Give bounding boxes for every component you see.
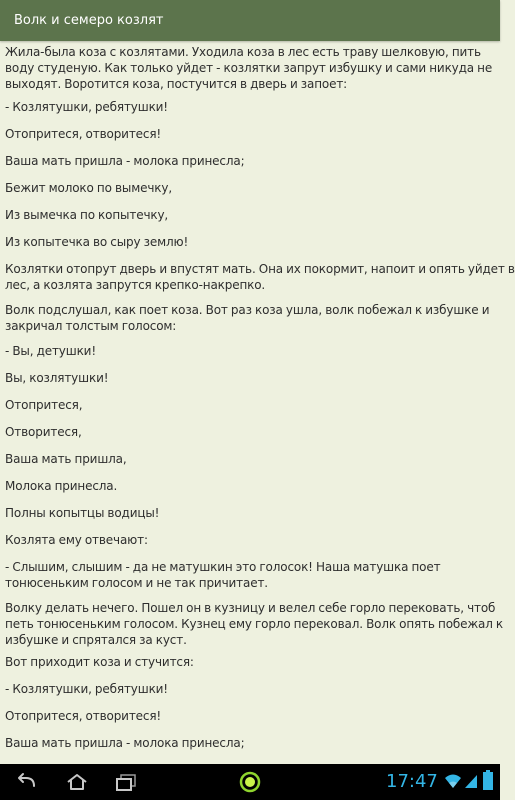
story-line: Козлятки отопрут дверь и впустят мать. Она их покормит, напоит и опять уйдет в bbox=[5, 262, 515, 276]
home-icon[interactable] bbox=[64, 772, 90, 792]
signal-icon bbox=[464, 773, 478, 793]
story-line: - Козлятушки, ребятушки! bbox=[5, 100, 168, 114]
story-line: Волку делать нечего. Пошел он в кузницу и велел себе горло перековать, чтоб bbox=[5, 601, 496, 615]
story-paragraph bbox=[5, 302, 497, 334]
story-line: - Вы, детушки! bbox=[5, 344, 96, 358]
story-paragraph bbox=[5, 600, 504, 648]
story-line: - Слышим, слышим - да не матушкин это голосок! Наша матушка поет bbox=[5, 560, 441, 574]
story-paragraph bbox=[5, 532, 497, 548]
app-notification-icon[interactable] bbox=[239, 771, 261, 797]
story-line: Ваша мать пришла, bbox=[5, 452, 127, 466]
story-line: закричал толстым голосом: bbox=[5, 319, 177, 333]
story-line: избушке и спрятался за куст. bbox=[5, 633, 187, 647]
story-line: Из копытечка во сыру землю! bbox=[5, 235, 189, 249]
story-line: воду студеную. Как только уйдет - козлятки запрут избушку и сами никуда не bbox=[5, 61, 493, 75]
story-paragraph bbox=[5, 343, 497, 359]
story-line: Полны копытцы водицы! bbox=[5, 506, 160, 520]
story-line: Отопритеся, отворитеся! bbox=[5, 709, 162, 723]
story-line: - Козлятушки, ребятушки! bbox=[5, 682, 168, 696]
wifi-icon bbox=[444, 773, 462, 793]
story-line: Отопритеся, bbox=[5, 398, 83, 412]
story-line: Волк подслушал, как поет коза. Вот раз коза ушла, волк побежал к избушке и bbox=[5, 303, 490, 317]
story-paragraph bbox=[5, 478, 497, 494]
action-bar bbox=[0, 0, 500, 41]
story-paragraph bbox=[5, 397, 497, 413]
story-paragraph bbox=[5, 234, 497, 250]
story-paragraph bbox=[5, 207, 497, 223]
story-paragraph bbox=[5, 126, 497, 142]
story-paragraph bbox=[5, 370, 497, 386]
story-line: Молока принесла. bbox=[5, 479, 118, 493]
story-paragraph bbox=[5, 261, 515, 293]
story-paragraph bbox=[5, 708, 497, 724]
story-line: Ваша мать пришла - молока принесла; bbox=[5, 736, 245, 750]
story-paragraph bbox=[5, 153, 497, 169]
story-line: Ваша мать пришла - молока принесла; bbox=[5, 154, 245, 168]
story-text-view[interactable] bbox=[0, 41, 515, 764]
clock-text: 17:47 bbox=[386, 771, 438, 792]
system-navigation-bar bbox=[0, 764, 500, 800]
battery-icon bbox=[483, 770, 493, 794]
story-paragraph bbox=[5, 180, 497, 196]
story-paragraph bbox=[5, 99, 497, 115]
recent-apps-icon[interactable] bbox=[113, 772, 139, 792]
story-paragraph bbox=[5, 451, 497, 467]
story-paragraph bbox=[5, 654, 497, 670]
story-line: тонюсеньким голосом и не так причитает. bbox=[5, 576, 268, 590]
story-line: выходят. Воротится коза, постучится в дверь и запоет: bbox=[5, 77, 348, 91]
story-line: Отопритеся, отворитеся! bbox=[5, 127, 162, 141]
story-line: Вы, козлятушки! bbox=[5, 371, 109, 385]
story-line: Бежит молоко по вымечку, bbox=[5, 181, 172, 195]
story-line: Из вымечка по копытечку, bbox=[5, 208, 169, 222]
back-icon[interactable] bbox=[14, 772, 40, 792]
story-line: лес, а козлята запрутся крепко-накрепко. bbox=[5, 278, 266, 292]
story-paragraph bbox=[5, 424, 497, 440]
story-line: Вот приходит коза и стучится: bbox=[5, 655, 194, 669]
story-line: петь тонюсеньким голосом. Кузнец ему горло перековал. Волк опять побежал к bbox=[5, 617, 504, 631]
story-line: Отворитеся, bbox=[5, 425, 82, 439]
story-line: Жила-была коза с козлятами. Уходила коза в лес есть траву шелковую, пить bbox=[5, 45, 481, 59]
story-line: Козлята ему отвечают: bbox=[5, 533, 148, 547]
story-paragraph bbox=[5, 44, 497, 92]
story-paragraph bbox=[5, 681, 497, 697]
story-paragraph bbox=[5, 559, 497, 591]
page-title: Волк и семеро козлят bbox=[14, 13, 164, 28]
story-paragraph bbox=[5, 735, 497, 751]
story-paragraph bbox=[5, 505, 497, 521]
